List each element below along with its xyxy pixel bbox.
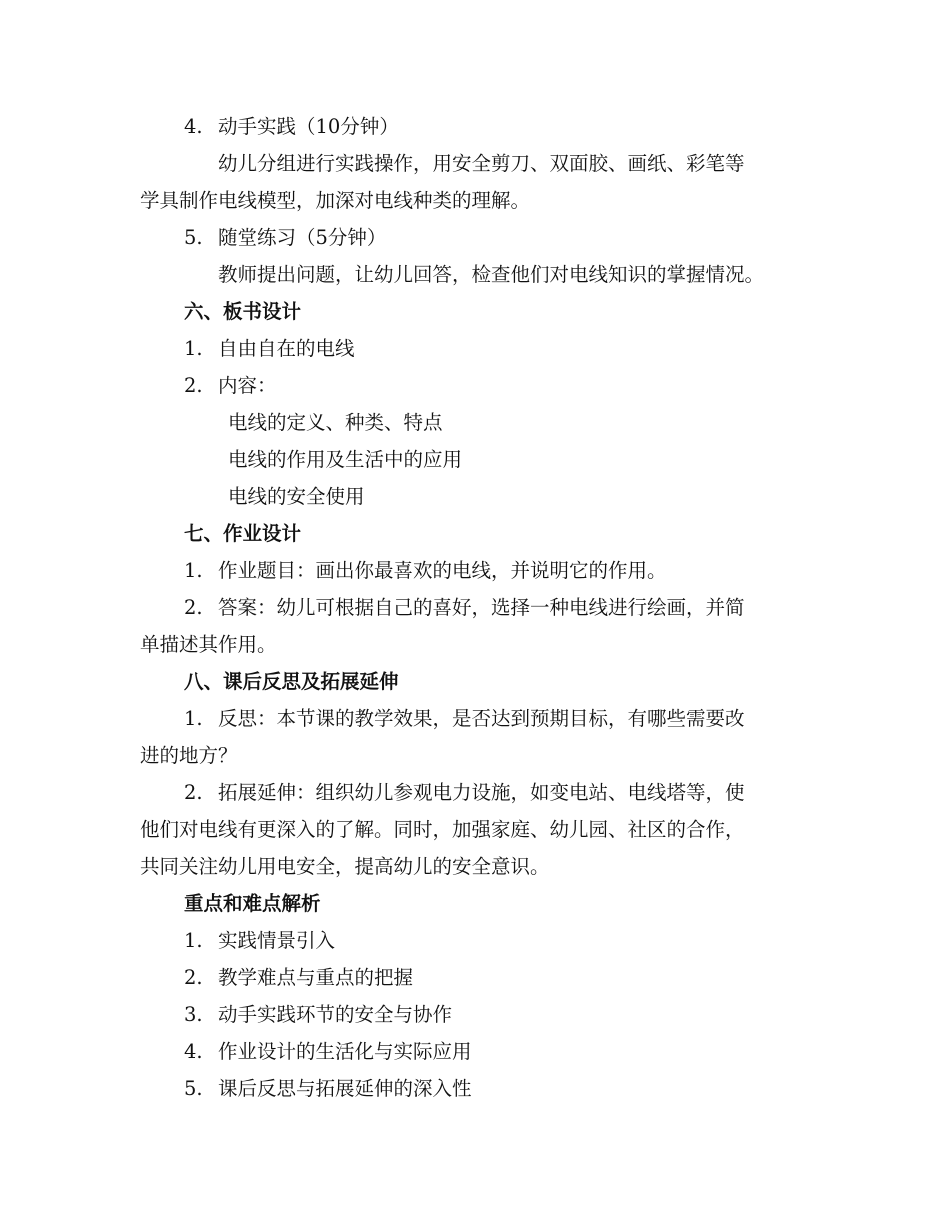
paragraph-line: 进的地方？ xyxy=(140,744,238,767)
list-item: 2. 内容： xyxy=(184,374,277,397)
sub-item: 电线的作用及生活中的应用 xyxy=(228,448,463,471)
list-item: 5. 课后反思与拓展延伸的深入性 xyxy=(184,1077,472,1100)
paragraph-line: 幼儿分组进行实践操作，用安全剪刀、双面胶、画纸、彩笔等 xyxy=(218,152,745,175)
list-number: 1. xyxy=(184,929,203,952)
list-number: 2. xyxy=(184,966,203,989)
paragraph-line: 共同关注幼儿用电安全，提高幼儿的安全意识。 xyxy=(140,855,550,878)
sub-item: 电线的定义、种类、特点 xyxy=(228,411,443,434)
paragraph-line: 教师提出问题，让幼儿回答，检查他们对电线知识的掌握情况。 xyxy=(218,263,765,286)
section-heading-8: 八、课后反思及拓展延伸 xyxy=(184,670,399,693)
section-heading-6: 六、板书设计 xyxy=(184,300,302,323)
list-number: 1. xyxy=(184,337,203,360)
list-item: 2. 拓展延伸：组织幼儿参观电力设施，如变电站、电线塔等，使 xyxy=(184,781,745,804)
list-item: 2. 教学难点与重点的把握 xyxy=(184,966,414,989)
list-number: 3. xyxy=(184,1003,203,1026)
list-item: 2. 答案：幼儿可根据自己的喜好，选择一种电线进行绘画，并简 xyxy=(184,596,745,619)
list-number: 2. xyxy=(184,374,203,397)
list-number: 1. xyxy=(184,559,203,582)
section-heading-key-points: 重点和难点解析 xyxy=(184,892,321,915)
paragraph-line: 学具制作电线模型，加深对电线种类的理解。 xyxy=(140,189,531,212)
list-item: 1. 实践情景引入 xyxy=(184,929,336,952)
list-item: 1. 自由自在的电线 xyxy=(184,337,355,360)
list-item: 4. 作业设计的生活化与实际应用 xyxy=(184,1040,472,1063)
list-number: 1. xyxy=(184,707,203,730)
paragraph-line: 单描述其作用。 xyxy=(140,633,277,656)
list-number: 2. xyxy=(184,781,203,804)
list-item: 1. 反思：本节课的教学效果，是否达到预期目标，有哪些需要改 xyxy=(184,707,745,730)
section-heading-7: 七、作业设计 xyxy=(184,522,302,545)
paragraph-line: 他们对电线有更深入的了解。同时，加强家庭、幼儿园、社区的合作， xyxy=(140,818,745,841)
list-number: 4. xyxy=(184,115,203,138)
list-number: 5. xyxy=(184,1077,203,1100)
section-5-title: 5. 随堂练习（5分钟） xyxy=(184,226,387,249)
list-number: 2. xyxy=(184,596,203,619)
list-item: 1. 作业题目：画出你最喜欢的电线，并说明它的作用。 xyxy=(184,559,667,582)
list-number: 4. xyxy=(184,1040,203,1063)
list-item: 3. 动手实践环节的安全与协作 xyxy=(184,1003,453,1026)
sub-item: 电线的安全使用 xyxy=(228,485,365,508)
section-4-title: 4. 动手实践（10分钟） xyxy=(184,115,399,138)
list-number: 5. xyxy=(184,226,203,249)
